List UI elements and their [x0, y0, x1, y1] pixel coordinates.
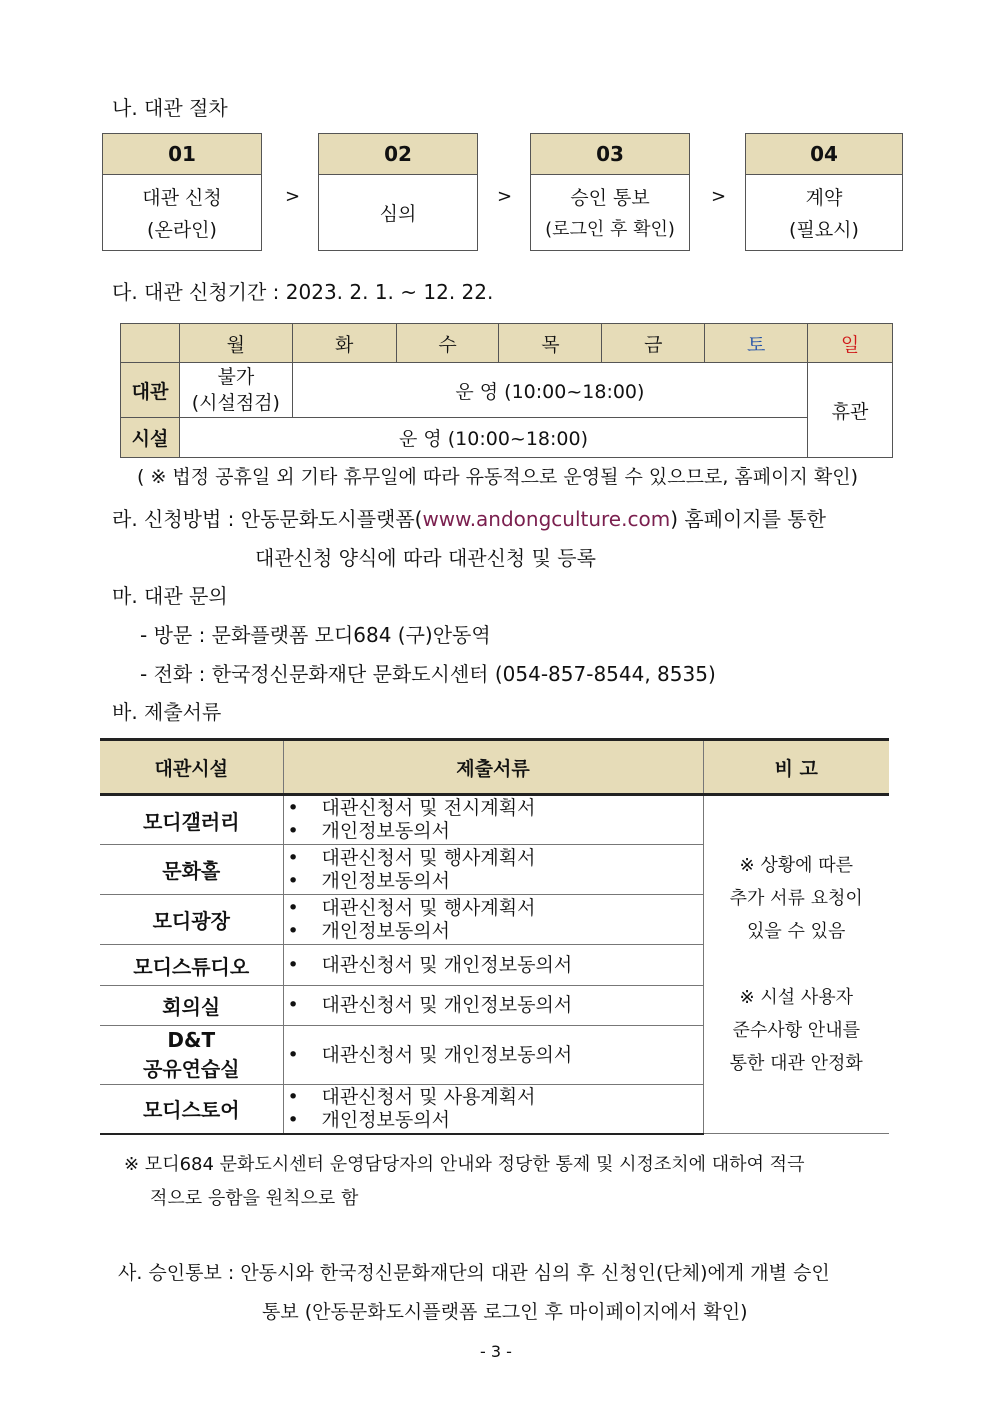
- operating-hours: 운 영 (10:00~18:00): [179, 418, 807, 458]
- column-header: 제출서류: [283, 740, 703, 795]
- remark-line: 준수사항 안내를: [732, 1020, 860, 1041]
- remark-line: 추가 서류 요청이: [729, 888, 863, 909]
- day-header: 화: [292, 324, 396, 363]
- document-item: • 대관신청서 및 개인정보동의서: [314, 1044, 703, 1067]
- step-sublabel: (로그인 후 확인): [545, 218, 675, 240]
- day-header-saturday: 토: [705, 324, 808, 363]
- remark-spacer: [704, 948, 890, 981]
- step-label: 계약: [805, 186, 843, 209]
- remark-line: 있을 수 있음: [747, 921, 846, 942]
- method-suffix: ) 홈페이지를 통한: [670, 507, 826, 531]
- document-item: • 대관신청서 및 전시계획서: [314, 797, 703, 820]
- schedule-row: [121, 363, 893, 418]
- inquiry-visit: - 방문 : 문화플랫폼 모디684 (구)안동역: [140, 623, 491, 647]
- schedule-note: ( ※ 법정 공휴일 외 기타 휴무일에 따라 유동적으로 운영될 수 있으므로, 홈페이지 확인): [137, 466, 858, 488]
- facility-name: 모디갤러리: [100, 795, 283, 845]
- operating-hours: 운 영 (10:00~18:00): [292, 363, 807, 418]
- chevron-right-icon: >: [497, 186, 513, 207]
- approval-line1: 사. 승인통보 : 안동시와 한국정신문화재단의 대관 심의 후 신청인(단체)에게 개별 승인: [118, 1262, 830, 1284]
- footnote-line1: ※ 모디684 문화도시센터 운영담당자의 안내와 정당한 통제 및 시정조치에 대하여 적극: [124, 1154, 805, 1175]
- document-item: • 대관신청서 및 행사계획서: [314, 897, 703, 920]
- column-header: 대관시설: [100, 740, 283, 795]
- chevron-right-icon: >: [711, 186, 727, 207]
- corner-cell: [121, 324, 180, 363]
- step-contract: [745, 133, 903, 251]
- document-item: • 개인정보동의서: [314, 870, 703, 893]
- day-header: 금: [602, 324, 705, 363]
- schedule-table: [120, 323, 893, 458]
- method-line2: 대관신청 양식에 따라 대관신청 및 등록: [255, 546, 596, 570]
- schedule-row: [121, 418, 893, 458]
- document-item: • 대관신청서 및 개인정보동의서: [314, 994, 703, 1017]
- schedule-header-row: [121, 324, 893, 363]
- remark-line: ※ 상황에 따른: [739, 855, 853, 876]
- documents-heading: 바. 제출서류: [112, 700, 222, 724]
- step-label: 대관 신청: [142, 186, 222, 209]
- facility-name-line: D&T: [167, 1028, 216, 1052]
- document-item: • 대관신청서 및 개인정보동의서: [314, 954, 703, 977]
- facility-name-line: 공유연습실: [142, 1057, 240, 1081]
- document-item: • 대관신청서 및 행사계획서: [314, 847, 703, 870]
- day-header: 수: [396, 324, 499, 363]
- documents-table: [100, 738, 889, 1135]
- page-number: - 3 -: [480, 1342, 512, 1361]
- step-number: 04: [746, 134, 902, 175]
- step-review: [318, 133, 478, 251]
- documents-header-row: [100, 740, 889, 795]
- row-label: 시설: [121, 418, 180, 458]
- remark-line: 통한 대관 안정화: [729, 1053, 863, 1074]
- method-line: [112, 503, 826, 532]
- document-item: • 대관신청서 및 사용계획서: [314, 1086, 703, 1109]
- unavailable-label: 불가: [217, 366, 255, 388]
- monday-cell: [179, 363, 292, 418]
- day-header: 월: [179, 324, 292, 363]
- inquiry-heading: 마. 대관 문의: [112, 584, 228, 608]
- facility-name: 문화홀: [100, 845, 283, 895]
- step-label: 승인 통보: [570, 186, 650, 209]
- step-number: 01: [103, 134, 261, 175]
- facility-name: 모디스튜디오: [100, 945, 283, 986]
- inquiry-phone: - 전화 : 한국정신문화재단 문화도시센터 (054-857-8544, 8535): [140, 662, 716, 686]
- footnote-line2: 적으로 응함을 원칙으로 함: [150, 1188, 359, 1209]
- unavailable-reason: (시설점검): [191, 392, 280, 414]
- document-item: • 개인정보동의서: [314, 920, 703, 943]
- step-number: 02: [319, 134, 477, 175]
- chevron-right-icon: >: [285, 186, 301, 207]
- step-sublabel: (필요시): [789, 218, 859, 241]
- step-label: 심의: [379, 202, 417, 225]
- step-approval: [530, 133, 690, 251]
- step-number: 03: [531, 134, 689, 175]
- day-header-sunday: 일: [808, 324, 893, 363]
- document-item: • 개인정보동의서: [314, 820, 703, 843]
- procedure-heading: 나. 대관 절차: [112, 96, 228, 120]
- row-label: 대관: [121, 363, 180, 418]
- facility-name: 모디광장: [100, 895, 283, 945]
- day-header: 목: [499, 324, 602, 363]
- period-heading: 다. 대관 신청기간 : 2023. 2. 1. ~ 12. 22.: [112, 280, 494, 304]
- facility-name: 모디스토어: [100, 1085, 283, 1134]
- step-apply: [102, 133, 262, 251]
- remarks-cell: [703, 795, 889, 1134]
- remark-line: ※ 시설 사용자: [739, 987, 853, 1008]
- facility-name: [100, 1026, 283, 1085]
- column-header: 비 고: [703, 740, 889, 795]
- table-row: [100, 795, 889, 845]
- facility-name: 회의실: [100, 986, 283, 1026]
- document-item: • 개인정보동의서: [314, 1109, 703, 1132]
- method-prefix: 라. 신청방법 : 안동문화도시플랫폼(: [112, 507, 423, 531]
- approval-line2: 통보 (안동문화도시플랫폼 로그인 후 마이페이지에서 확인): [262, 1301, 748, 1323]
- closed-cell: 휴관: [808, 363, 893, 458]
- step-sublabel: (온라인): [147, 218, 217, 241]
- website-link[interactable]: www.andongculture.com: [422, 507, 671, 531]
